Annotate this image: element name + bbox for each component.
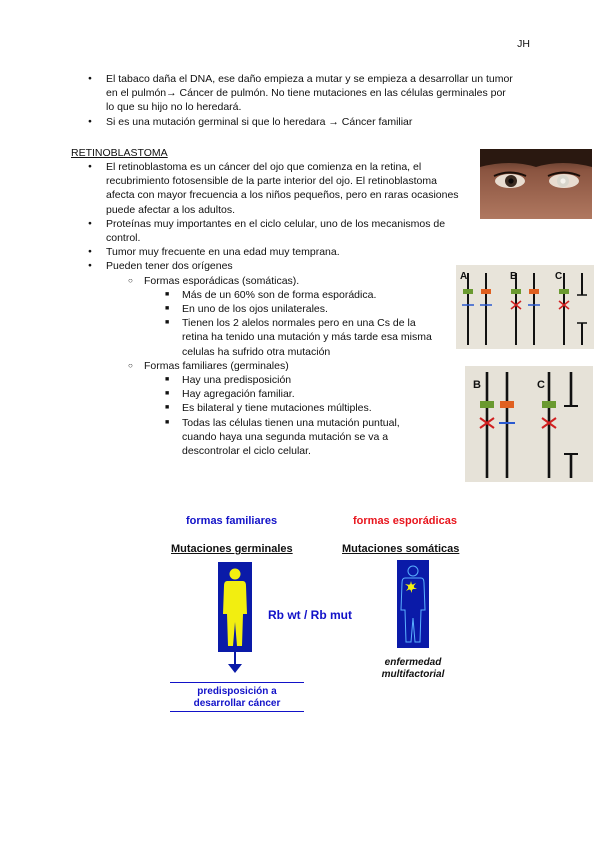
list-item-text: Pueden tener dos orígenes — [106, 260, 233, 273]
chrom-label-a: A — [460, 271, 468, 282]
sporadic-label: Formas esporádicas (somáticas). — [144, 274, 300, 287]
list-item: ■ Tienen los 2 alelos normales pero en una Cs de la retina ha tenido una mutación y más tarde esa misma celulas ha sufrido otra mutación — [162, 316, 432, 359]
header-initials: JH — [517, 38, 530, 50]
list-item: ■ Es bilateral y tiene mutaciones múltiples. — [162, 401, 432, 415]
list-item: ● Tumor muy frecuente en una edad muy temprana. — [88, 245, 464, 259]
predisposition-line-1: predisposición a — [197, 686, 277, 697]
list-item: ■ Hay agregación familiar. — [162, 387, 432, 401]
familial-title: formas familiares — [186, 515, 278, 527]
inheritance-figure — [170, 505, 490, 725]
multifactorial-line-1: enfermedad — [384, 657, 442, 668]
chrom-label-b: B — [510, 271, 518, 282]
chromosome-drawing-2 — [465, 366, 593, 482]
multifactorial-line-2: multifactorial — [381, 669, 445, 680]
list-item — [88, 217, 464, 245]
section-title: RETINOBLASTOMA — [71, 147, 168, 159]
predisposition-line-2: desarrollar cáncer — [193, 698, 281, 709]
chrom-label-c: C — [555, 271, 563, 282]
chromosome-figure-1 — [456, 265, 594, 349]
intro-list — [88, 72, 516, 129]
somatic-figure — [397, 560, 429, 648]
list-item: ● El retinoblastoma es un cáncer del ojo que comienza en la retina, el recubrimiento fotosensible de la parte interior del ojo. El retinoblastoma afecta con mayor frecuencia a los niños pequeños, pero en raras ocasiones puede afectar a los adultos. — [88, 160, 464, 217]
list-item: ● Si es una mutación germinal si que lo heredara → Cáncer familiar — [88, 115, 516, 129]
list-item — [88, 259, 464, 458]
multifactorial-text — [358, 657, 468, 681]
sporadic-title: formas esporádicas — [353, 515, 457, 527]
divider — [170, 682, 304, 683]
familial-label: Formas familiares (germinales) — [144, 359, 289, 372]
arrow-down-icon — [228, 664, 242, 673]
list-item: ■ Hay una predisposición — [162, 373, 432, 387]
germinal-figure — [218, 562, 252, 652]
chrom-label-b: B — [473, 379, 481, 391]
divider — [170, 711, 304, 712]
list-item: ■ Todas las células tienen una mutación puntual, cuando haya una segunda mutación se va a descontrolar el ciclo celular. — [162, 416, 432, 459]
list-item: ● El tabaco daña el DNA, ese daño empieza a mutar y se empieza a desarrollar un tumor en el pulmón→ Cáncer de pulmón. No tiene mutaciones en las células germinales por lo que su hijo no lo heredará. — [88, 72, 516, 115]
list-item: ■ En uno de los ojos unilaterales. — [162, 302, 432, 316]
sporadic-list — [144, 288, 432, 359]
familial-list — [144, 373, 432, 458]
chromosome-figure-2 — [465, 366, 593, 482]
predisposition-text — [170, 686, 304, 710]
genotype-label: Rb wt / Rb mut — [268, 608, 352, 622]
list-item-text: Proteínas muy importantes en el ciclo celular, uno de los mecanismos de control. — [106, 217, 446, 245]
germinal-label: Mutaciones germinales — [171, 543, 293, 555]
chrom-label-c: C — [537, 379, 545, 391]
origins-list — [106, 274, 448, 459]
list-item: ■ Más de un 60% son de forma esporádica. — [162, 288, 432, 302]
familial-item — [128, 359, 448, 458]
chromosome-drawing-1 — [456, 265, 594, 349]
sporadic-item — [128, 274, 448, 359]
retinoblastoma-list — [88, 160, 464, 458]
somatic-label: Mutaciones somáticas — [342, 543, 460, 555]
child-eyes-photo — [480, 149, 592, 219]
